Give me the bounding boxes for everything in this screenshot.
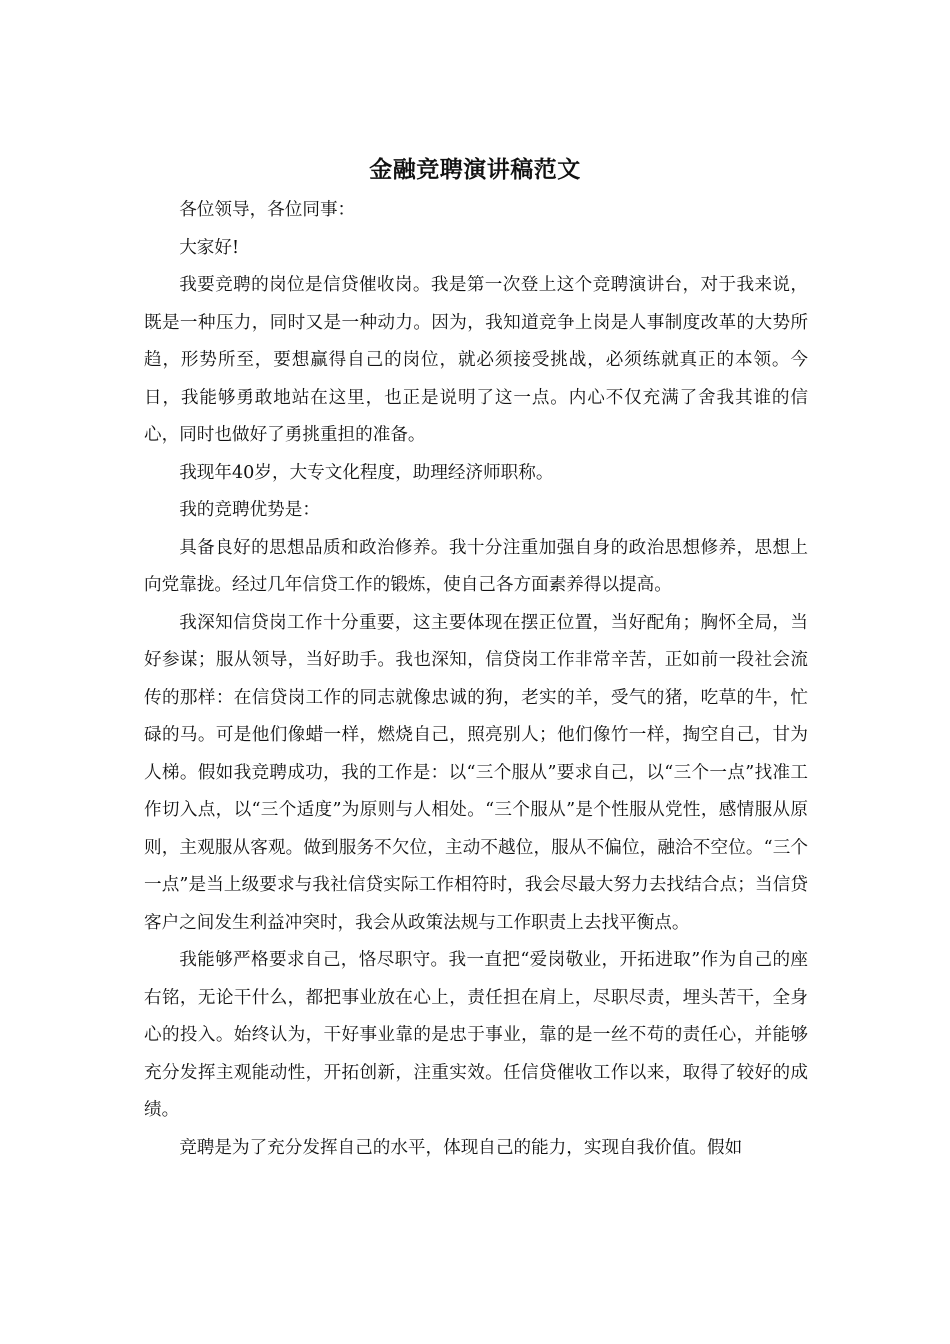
paragraph-discipline: 我能够严格要求自己，恪尽职守。我一直把“爱岗敬业，开拓进取”作为自己的座右铭，无论干什么，都把事业放在心上，责任担在肩上，尽职尽责，埋头苦干，全身心的投入。始终认为，干好事业靠的是忠于事业，靠的是一丝不苟的责任心，并能够充分发挥主观能动性，开拓创新，注重实效。任信贷催收工作以来，取得了较好的成绩。	[144, 950, 808, 1120]
paragraph-advantages-heading: 我的竞聘优势是：	[179, 500, 320, 520]
paragraph-quality: 具备良好的思想品质和政治修养。我十分注重加强自身的政治思想修养，思想上向党靠拢。经过几年信贷工作的锻炼，使自己各方面素养得以提高。	[144, 537, 808, 595]
paragraph-intro: 我要竞聘的岗位是信贷催收岗。我是第一次登上这个竞聘演讲台，对于我来说，既是一种压力，同时又是一种动力。因为，我知道竞争上岗是人事制度改革的大势所趋，形势所至，要想赢得自己的岗位，就必须接受挑战，必须练就真正的本领。今日，我能够勇敢地站在这里，也正是说明了这一点。内心不仅充满了舍我其谁的信心，同时也做好了勇挑重担的准备。	[144, 275, 808, 445]
paragraph-profile: 我现年40岁，大专文化程度，助理经济师职称。	[179, 462, 554, 483]
paragraph-greeting: 各位领导，各位同事：	[179, 200, 356, 220]
document-title: 金融竞聘演讲稿范文	[369, 156, 581, 183]
document-body	[144, 192, 808, 1167]
paragraph-conclusion: 竞聘是为了充分发挥自己的水平，体现自己的能力，实现自我价值。假如	[179, 1137, 743, 1158]
paragraph-understanding: 我深知信贷岗工作十分重要，这主要体现在摆正位置，当好配角；胸怀全局，当好参谋；服从领导，当好助手。我也深知，信贷岗工作非常辛苦，正如前一段社会流传的那样：在信贷岗工作的同志就像忠诚的狗，老实的羊，受气的猪，吃草的牛，忙碌的马。可是他们像蜡一样，燃烧自己，照亮别人；他们像竹一样，掏空自己，甘为人梯。假如我竞聘成功，我的工作是：以“三个服从”要求自己，以“三个一点”找准工作切入点，以“三个适度”为原则与人相处。“三个服从”是个性服从党性，感情服从原则，主观服从客观。做到服务不欠位，主动不越位，服从不偏位，融洽不空位。“三个一点”是当上级要求与我社信贷实际工作相符时，我会尽最大努力去找结合点；当信贷客户之间发生利益冲突时，我会从政策法规与工作职责上去找平衡点。	[144, 612, 808, 933]
paragraph-hello: 大家好!	[179, 237, 240, 258]
